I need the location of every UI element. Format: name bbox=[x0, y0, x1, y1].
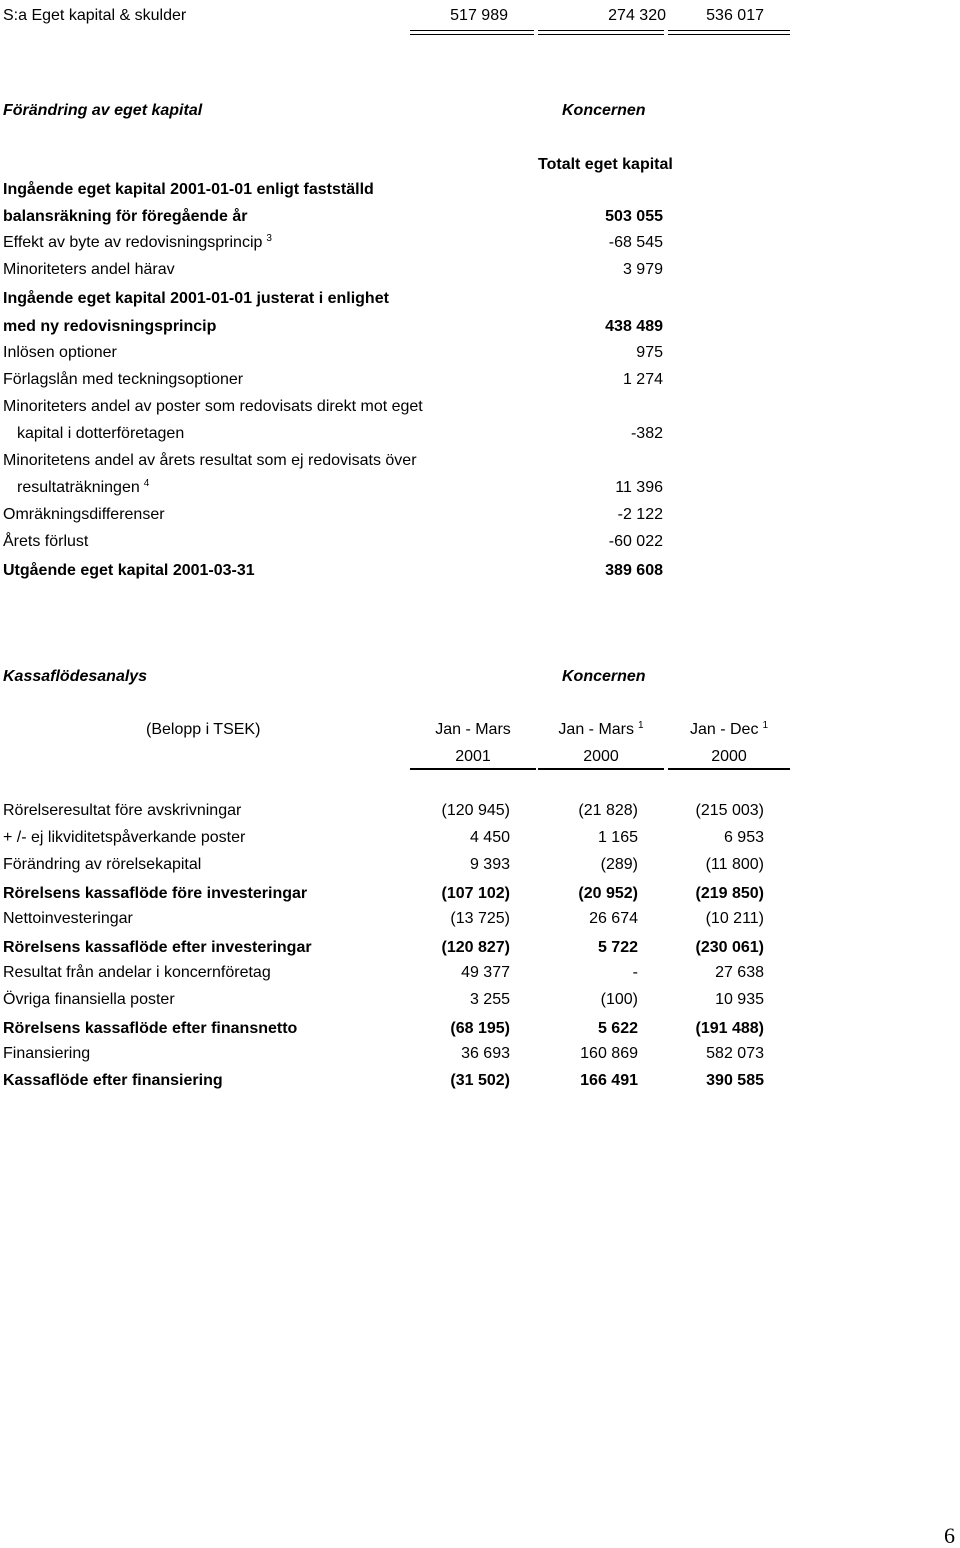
total-value-3: 536 017 bbox=[706, 7, 764, 24]
cashflow-cell: (20 952) bbox=[578, 885, 638, 902]
cashflow-row-label: Rörelseresultat före avskrivningar bbox=[3, 802, 242, 819]
page-number: 6 bbox=[944, 1523, 955, 1548]
cashflow-cell: (191 488) bbox=[695, 1020, 764, 1037]
double-underline bbox=[410, 30, 534, 31]
cashflow-cell: (215 003) bbox=[695, 802, 764, 819]
equity-row-label: resultaträkningen $^4$ bbox=[17, 477, 150, 496]
double-underline bbox=[668, 30, 790, 31]
cashflow-cell: (100) bbox=[600, 991, 638, 1008]
equity-row-value: 975 bbox=[636, 344, 663, 361]
cashflow-cell: (219 850) bbox=[695, 885, 764, 902]
equity-closing-value: 389 608 bbox=[605, 562, 663, 579]
equity-row-label: kapital i dotterföretagen bbox=[17, 425, 185, 442]
unit-label: (Belopp i TSEK) bbox=[146, 721, 261, 738]
equity-row-label: Effekt av byte av redovisningsprincip $^3$ bbox=[3, 232, 272, 251]
total-value-1: 517 989 bbox=[450, 7, 508, 24]
cashflow-section-title: Kassaflödesanalys bbox=[3, 668, 148, 685]
total-equity-liabilities-label: S:a Eget kapital & skulder bbox=[3, 7, 187, 24]
cashflow-cell: 3 255 bbox=[469, 991, 510, 1008]
equity-row-value: 1 274 bbox=[622, 371, 663, 388]
cashflow-cell: 36 693 bbox=[461, 1045, 510, 1062]
cashflow-cell: 26 674 bbox=[589, 910, 638, 927]
cashflow-cell: (289) bbox=[600, 856, 638, 873]
double-underline bbox=[410, 34, 534, 35]
equity-section-title: Förändring av eget kapital bbox=[3, 102, 203, 119]
footnote-ref: 4 bbox=[143, 477, 150, 489]
equity-row-value: -68 545 bbox=[608, 234, 663, 251]
column-period: Jan - Mars bbox=[435, 721, 511, 738]
cashflow-cell: 49 377 bbox=[461, 964, 510, 981]
cashflow-cell: (11 800) bbox=[705, 856, 764, 873]
equity-row-value: 438 489 bbox=[605, 318, 663, 335]
footnote-ref: 3 bbox=[266, 232, 272, 244]
cashflow-row-label: Rörelsens kassaflöde före investeringar bbox=[3, 885, 308, 902]
double-underline bbox=[668, 34, 790, 35]
cashflow-row-label: Resultat från andelar i koncernföretag bbox=[3, 964, 271, 981]
equity-row-label: Förlagslån med teckningsoptioner bbox=[3, 371, 244, 388]
equity-row-label: Minoriteters andel härav bbox=[3, 261, 175, 278]
cashflow-row-label: + /- ej likviditetspåverkande poster bbox=[3, 829, 246, 846]
cashflow-row-label: Rörelsens kassaflöde efter finansnetto bbox=[3, 1020, 298, 1037]
cashflow-row-label: Förändring av rörelsekapital bbox=[3, 856, 202, 873]
double-underline bbox=[538, 34, 664, 35]
equity-row-label: balansräkning för föregående år bbox=[3, 208, 248, 225]
column-year: 2000 bbox=[711, 748, 747, 765]
equity-row-value: -2 122 bbox=[617, 506, 663, 523]
cashflow-cell: 5 722 bbox=[597, 939, 638, 956]
equity-row-value: 503 055 bbox=[605, 208, 663, 225]
cashflow-cell: 160 869 bbox=[580, 1045, 638, 1062]
cashflow-cell: 27 638 bbox=[715, 964, 764, 981]
cashflow-cell: 1 165 bbox=[597, 829, 638, 846]
equity-row-value: 3 979 bbox=[622, 261, 663, 278]
cashflow-cell: 10 935 bbox=[715, 991, 764, 1008]
cashflow-group-heading: Koncernen bbox=[562, 668, 646, 685]
equity-row-label: Ingående eget kapital 2001-01-01 justerat i enlighet bbox=[3, 290, 389, 307]
cashflow-cell: - bbox=[632, 964, 638, 981]
column-period: Jan - Dec $^1$ bbox=[689, 719, 769, 738]
footnote-ref: 1 bbox=[762, 719, 769, 731]
equity-column-header: Totalt eget kapital bbox=[538, 156, 673, 173]
equity-row-value: -382 bbox=[630, 425, 663, 442]
equity-row-label: Inlösen optioner bbox=[3, 344, 117, 361]
cashflow-row-label: Finansiering bbox=[3, 1045, 91, 1062]
cashflow-cell: (21 828) bbox=[578, 802, 638, 819]
header-underline bbox=[538, 768, 664, 770]
equity-row-label: Årets förlust bbox=[3, 533, 89, 550]
header-underline bbox=[410, 768, 536, 770]
double-underline bbox=[538, 30, 664, 31]
equity-row-label: med ny redovisningsprincip bbox=[3, 318, 217, 335]
cashflow-row-label: Nettoinvesteringar bbox=[3, 910, 133, 927]
column-year: 2000 bbox=[583, 748, 619, 765]
cashflow-cell: 166 491 bbox=[580, 1072, 638, 1089]
equity-row-label: Minoritetens andel av årets resultat som ej redovisats över bbox=[3, 452, 417, 469]
total-value-2: 274 320 bbox=[608, 7, 666, 24]
cashflow-cell: (230 061) bbox=[695, 939, 764, 956]
cashflow-cell: (120 945) bbox=[441, 802, 510, 819]
cashflow-row-label: Övriga finansiella poster bbox=[3, 991, 175, 1008]
cashflow-cell: 9 393 bbox=[469, 856, 510, 873]
equity-row-value: -60 022 bbox=[608, 533, 663, 550]
equity-row-label: Omräkningsdifferenser bbox=[3, 506, 165, 523]
cashflow-cell: (13 725) bbox=[450, 910, 510, 927]
cashflow-row-label: Rörelsens kassaflöde efter investeringar bbox=[3, 939, 312, 956]
cashflow-row-label: Kassaflöde efter finansiering bbox=[3, 1072, 223, 1089]
cashflow-cell: (68 195) bbox=[450, 1020, 510, 1037]
cashflow-cell: (10 211) bbox=[705, 910, 764, 927]
equity-row-label: Ingående eget kapital 2001-01-01 enligt fastställd bbox=[3, 181, 374, 198]
cashflow-cell: (107 102) bbox=[441, 885, 510, 902]
header-underline bbox=[668, 768, 790, 770]
equity-group-heading: Koncernen bbox=[562, 102, 646, 119]
equity-row-value: 11 396 bbox=[615, 479, 663, 496]
cashflow-cell: (120 827) bbox=[441, 939, 510, 956]
cashflow-cell: 4 450 bbox=[469, 829, 510, 846]
cashflow-cell: 582 073 bbox=[706, 1045, 764, 1062]
cashflow-cell: 390 585 bbox=[706, 1072, 764, 1089]
equity-closing-label: Utgående eget kapital 2001-03-31 bbox=[3, 562, 255, 579]
cashflow-cell: (31 502) bbox=[450, 1072, 510, 1089]
column-year: 2001 bbox=[455, 748, 491, 765]
cashflow-cell: 6 953 bbox=[723, 829, 764, 846]
footnote-ref: 1 bbox=[638, 719, 644, 731]
cashflow-cell: 5 622 bbox=[597, 1020, 638, 1037]
equity-row-label: Minoriteters andel av poster som redovisats direkt mot eget bbox=[3, 398, 423, 415]
column-period: Jan - Mars $^1$ bbox=[558, 719, 644, 738]
